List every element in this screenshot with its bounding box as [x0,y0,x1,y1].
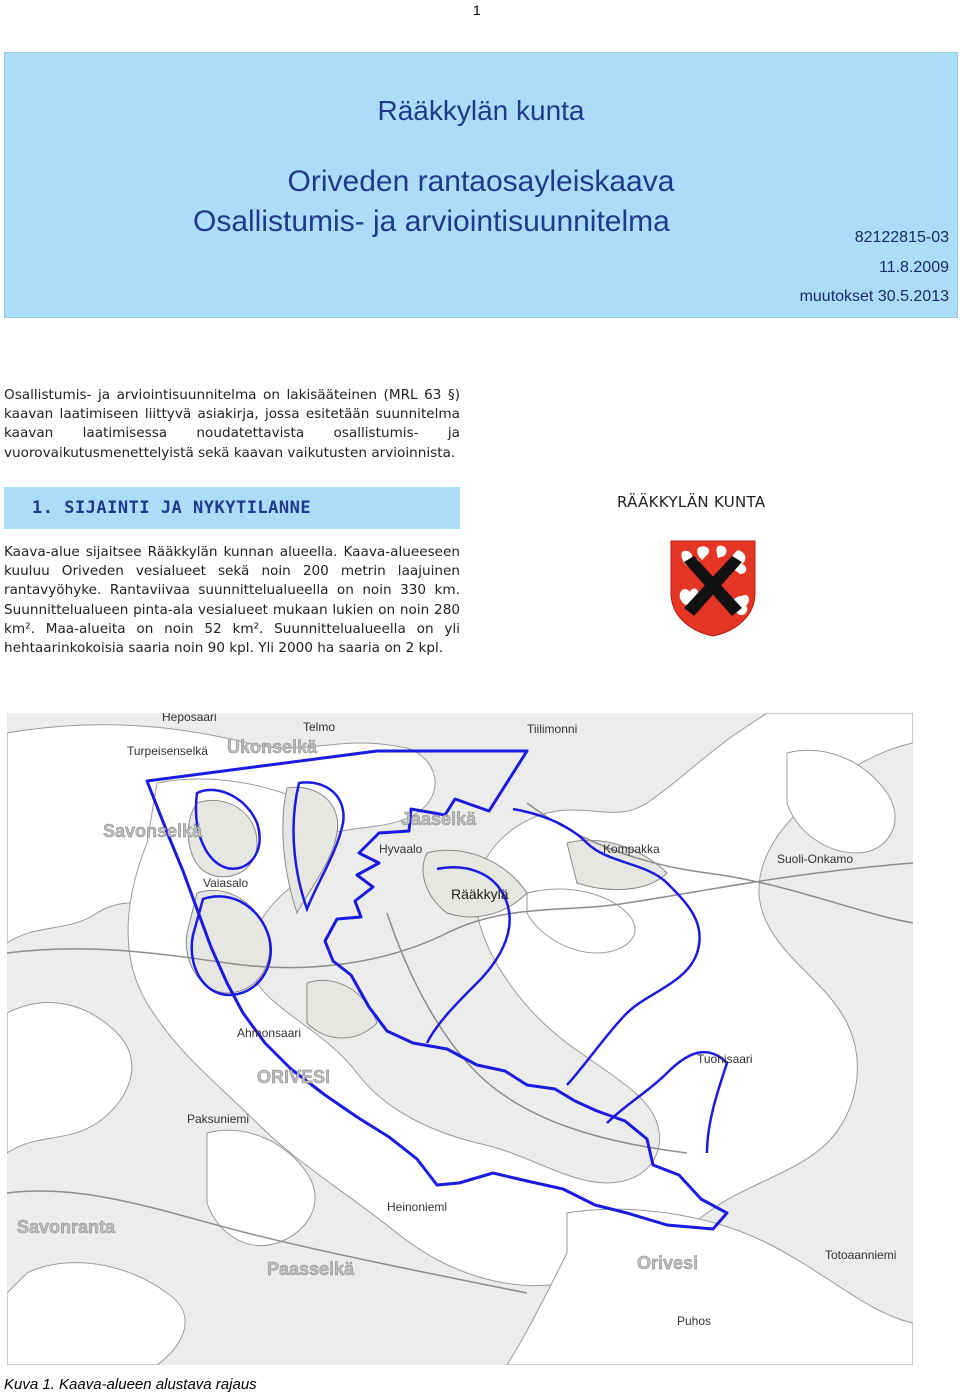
map-label-vaiasalo: Vaiasalo [203,876,249,890]
coat-of-arms-icon [668,538,758,638]
map-label-turpeisenselka: Turpeisenselkä [127,744,208,758]
map-label-kompakka: Kompakka [603,842,660,856]
map-label-puhos: Puhos [677,1314,712,1328]
map-label-ukonselka: Ukonselkä [227,737,318,757]
planning-area-map [7,713,913,1365]
map-label-orivesi: Orivesi [637,1253,699,1273]
map-label-totoaanniemi: Totoaanniemi [825,1248,897,1262]
location-paragraph: Kaava-alue sijaitsee Rääkkylän kunnan alueella. Kaava-alueeseen kuuluu Oriveden vesialueet sekä noin 200 metrin laajuinen rantavyöhyke. Rantaviivaa suunnittelualueella on noin 330 km. Suunnittelualueen pinta-ala vesialueet mukaan lukien on noin 280 km². Maa-alueita on noin 52 km². Suunnittelualueella on yli hehtaarinkokoisia saaria noin 90 kpl. Yli 2000 ha saaria on 2 kpl. [4,544,460,657]
map-label-tiilimonni: Tiilimonni [527,722,578,736]
document-title: Osallistumis- ja arviointisuunnitelma [193,205,670,238]
revision-date: muutokset 30.5.2013 [799,288,949,305]
map-label-raakkyla: Rääkkylä [451,886,509,902]
map-label-ahmonsaari: Ahmonsaari [237,1026,302,1040]
map-label-paasselka: Paasselkä [267,1259,355,1279]
title-banner [4,52,958,318]
document-date: 11.8.2009 [879,259,949,276]
figure-caption: Kuva 1. Kaava-alueen alustava rajaus [4,1376,257,1393]
map-svg [7,713,913,1365]
map-label-suoli-onkamo: Suoli-Onkamo [777,852,854,866]
map-label-heinonieml: Heinonieml [387,1200,448,1214]
coat-of-arms-title: RÄÄKKYLÄN KUNTA [617,493,766,511]
map-label-jaaselka: Jaaselkä [401,809,477,829]
map-label-savonranta: Savonranta [17,1217,116,1237]
map-label-telmo: Telmo [303,720,336,734]
map-label-heposaari: Heposaari [162,713,217,724]
plan-title: Oriveden rantaosayleiskaava [287,165,675,198]
map-label-orivesi-big: ORIVESI [257,1067,331,1087]
map-label-savonselka: Savonselkä [103,821,203,841]
map-label-paksuniemi: Paksuniemi [187,1112,250,1126]
map-label-hyvaalo: Hyvaalo [379,842,423,856]
section-title: 1. SIJAINTI JA NYKYTILANNE [32,498,312,518]
map-label-tuohisaari: Tuohisaari [697,1052,753,1066]
page-number: 1 [473,2,481,18]
section-heading-bar [4,487,460,529]
municipality-title: Rääkkylän kunta [377,95,585,126]
intro-paragraph: Osallistumis- ja arviointisuunnitelma on lakisääteinen (MRL 63 §) kaavan laatimiseen liittyvä asiakirja, jossa esitetään suunnitelma kaavan laatimisessa noudatettavista osallistumis- ja vuorovaikutusmenettelyistä sekä kaavan vaikutusten arvioinnista. [4,387,460,461]
project-code: 82122815-03 [854,229,949,246]
